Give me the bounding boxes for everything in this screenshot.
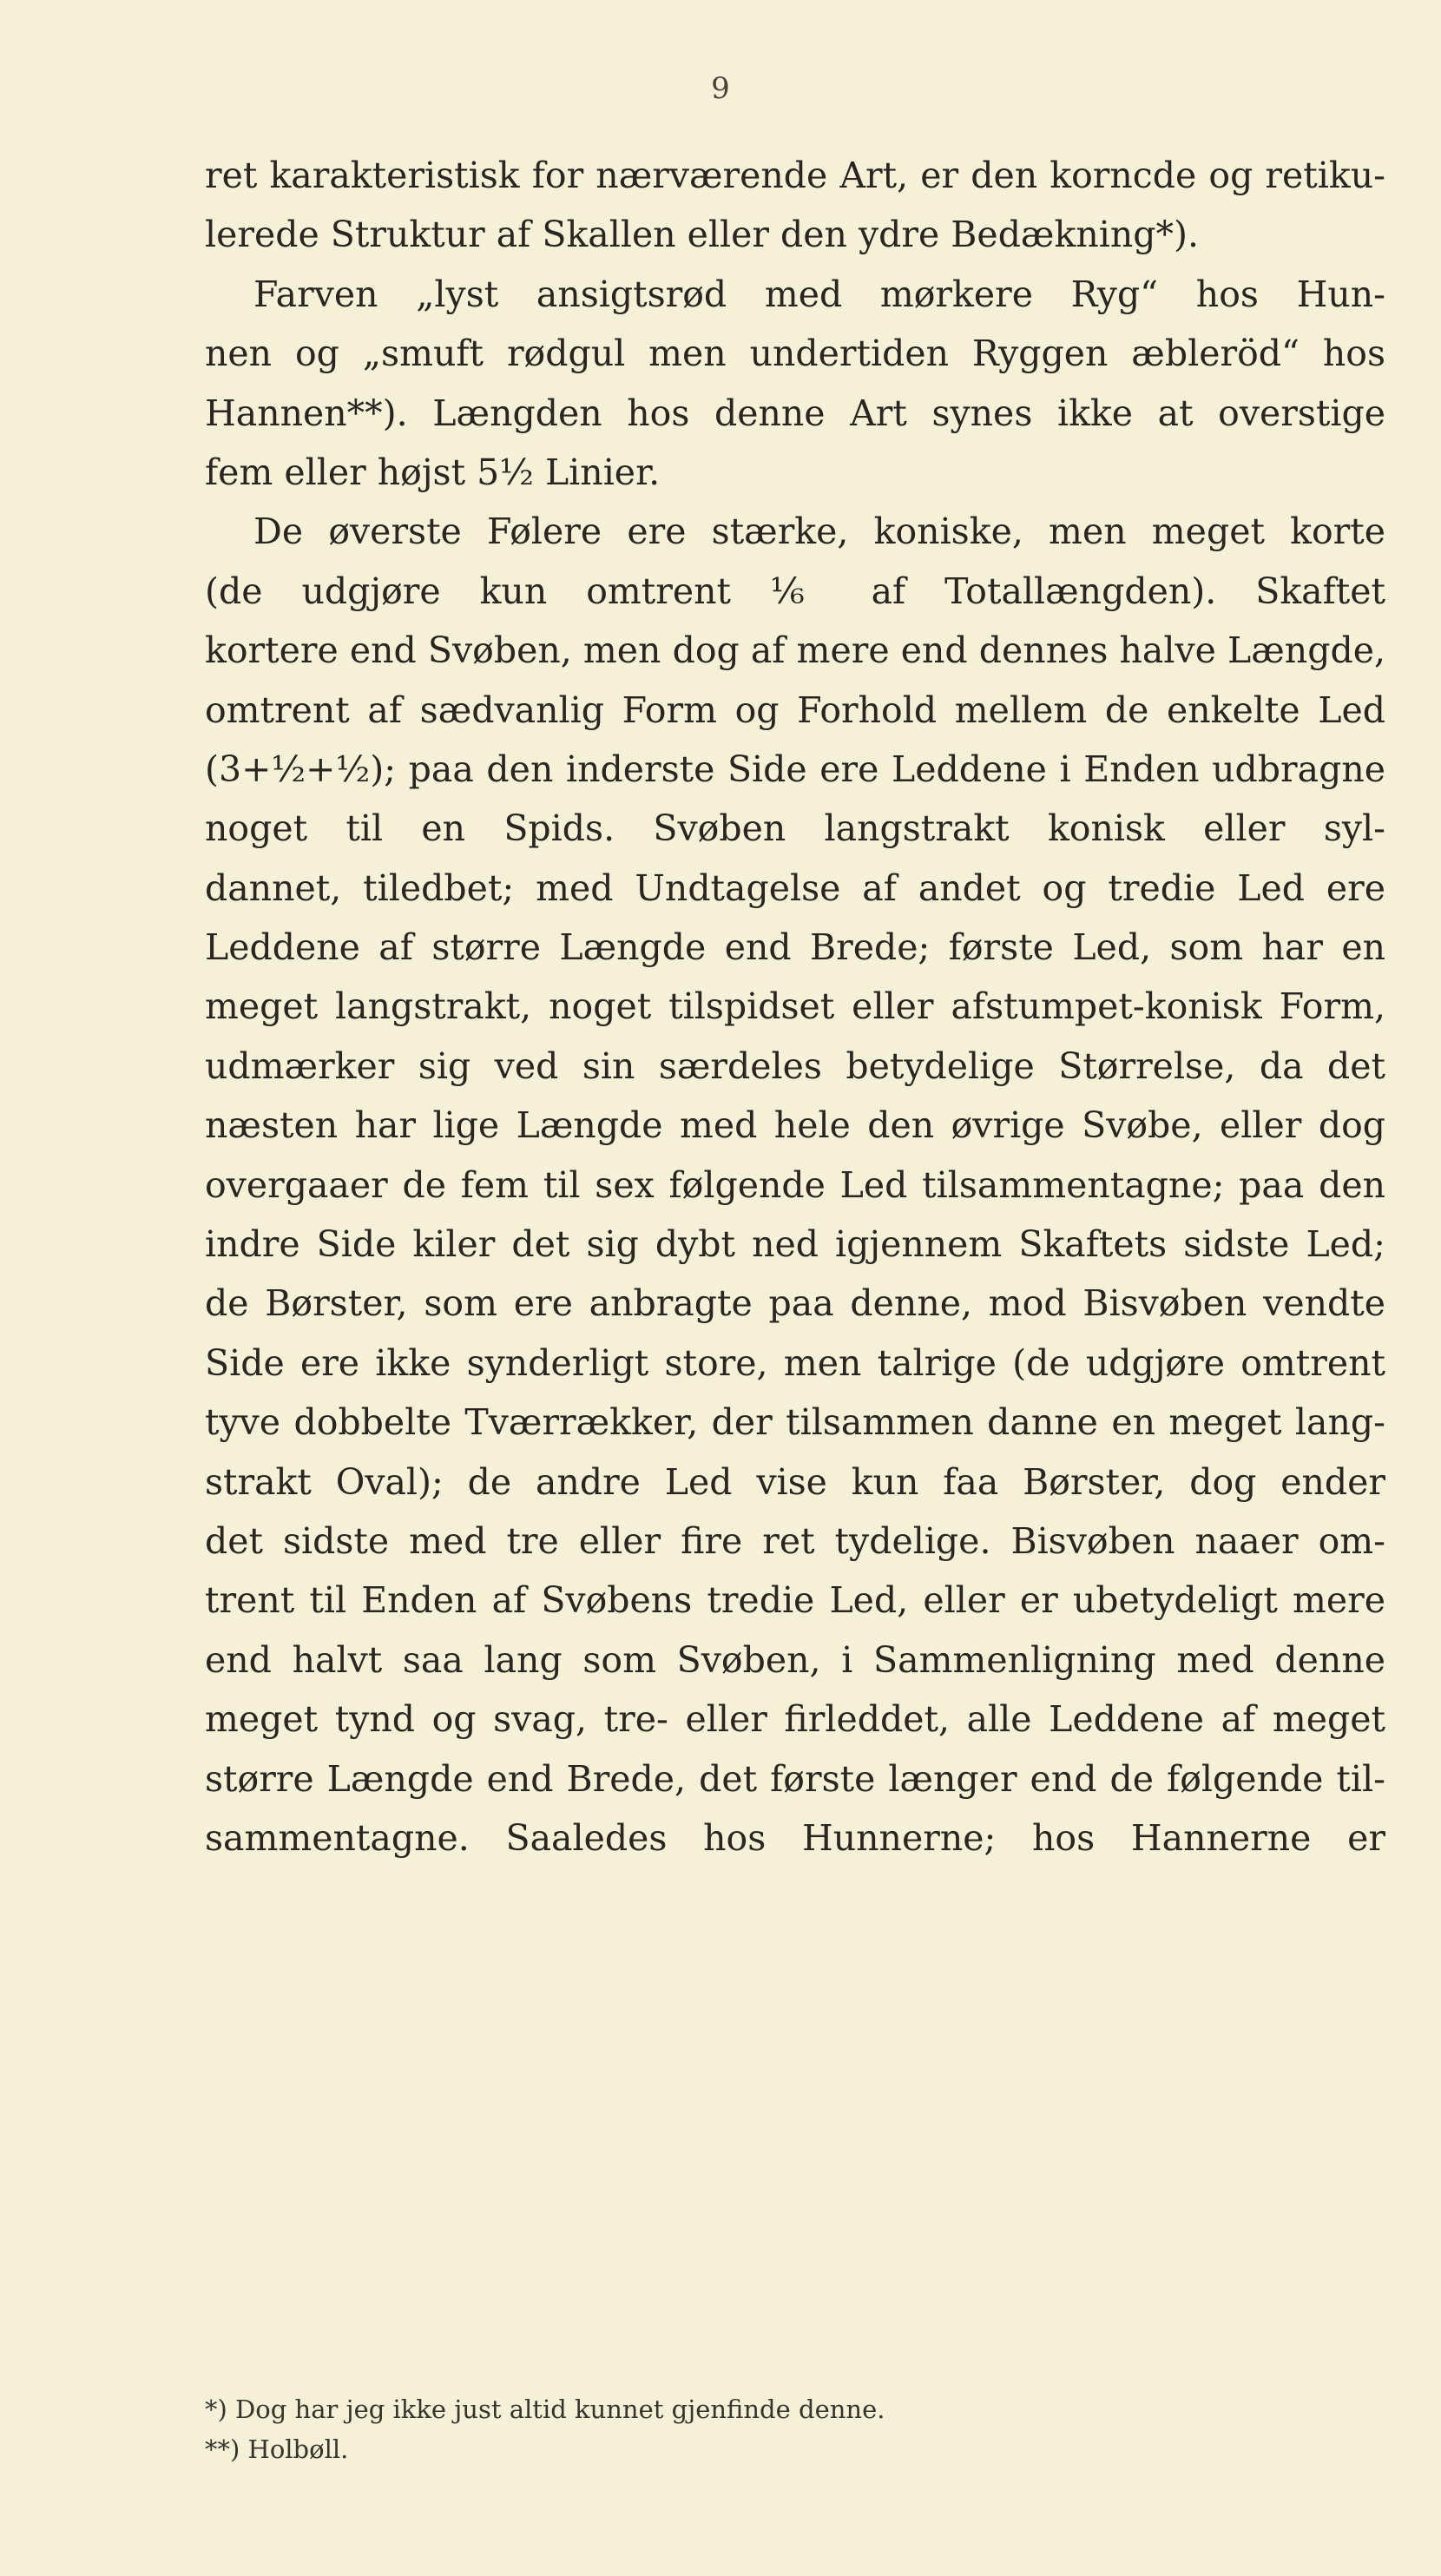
text-line: Side ere ikke synderligt store, men talrige (de udgjøre omtrent	[205, 1341, 1385, 1384]
footnote: **) Holbøll.	[205, 2434, 349, 2464]
text-line: de Børster, som ere anbragte paa denne, mod Bisvøben vendte	[205, 1282, 1385, 1325]
text-line: sammentagne. Saaledes hos Hunnerne; hos Hannerne er	[205, 1816, 1385, 1859]
footnotes	[205, 2389, 1385, 2469]
text-line: Hannen**). Længden hos denne Art synes ikke at overstige	[205, 392, 1385, 434]
text-line: meget langstrakt, noget tilspidset eller afstumpet-konisk Form,	[205, 985, 1385, 1028]
text-line: næsten har lige Længde med hele den øvrige Svøbe, eller dog	[205, 1104, 1385, 1147]
text-line: fem eller højst 5½ Linier.	[205, 451, 661, 493]
text-line: omtrent af sædvanlig Form og Forhold mellem de enkelte Led	[205, 688, 1385, 731]
text-line: De øverste Følere ere stærke, koniske, men meget korte	[253, 511, 1385, 553]
text-line: udmærker sig ved sin særdeles betydelige Størrelse, da det	[205, 1044, 1385, 1087]
text-line: ret karakteristisk for nærværende Art, er den korncde og retiku-	[205, 155, 1385, 196]
text-line: nen og „smuft rødgul men undertiden Ryggen æbleröd“ hos	[205, 333, 1385, 375]
text-line: end halvt saa lang som Svøben, i Sammenligning med denne	[205, 1638, 1385, 1681]
text-line: (3+½+½); paa den inderste Side ere Leddene i Enden udbragne	[205, 748, 1385, 790]
body-text	[205, 146, 1385, 1868]
text-line: indre Side kiler det sig dybt ned igjennem Skaftets sidste Led;	[205, 1223, 1385, 1266]
text-line: (de udgjøre kun omtrent ⅙ af Totallængden). Skaftet	[205, 570, 1385, 612]
text-line: meget tynd og svag, tre- eller firleddet, alle Leddene af meget	[205, 1698, 1385, 1741]
text-line: dannet, tiledbet; med Undtagelse af andet og tredie Led ere	[205, 866, 1385, 909]
text-line: tyve dobbelte Tværrækker, der tilsammen danne en meget lang-	[205, 1401, 1385, 1444]
text-line: lerede Struktur af Skallen eller den ydre Bedækning*).	[205, 214, 1200, 256]
page-number: 9	[711, 71, 730, 106]
text-line: Leddene af større Længde end Brede; første Led, som har en	[205, 926, 1385, 969]
text-line: det sidste med tre eller fire ret tydelige. Bisvøben naaer om-	[205, 1519, 1385, 1562]
text-line: kortere end Svøben, men dog af mere end dennes halve Længde,	[205, 629, 1385, 672]
text-line: Farven „lyst ansigtsrød med mørkere Ryg“ hos Hun-	[253, 273, 1385, 315]
text-line: trent til Enden af Svøbens tredie Led, eller er ubetydeligt mere	[205, 1579, 1385, 1622]
text-line: strakt Oval); de andre Led vise kun faa Børster, dog ender	[205, 1460, 1385, 1503]
footnote: *) Dog har jeg ikke just altid kunnet gjenfinde denne.	[205, 2395, 885, 2424]
text-line: større Længde end Brede, det første længer end de følgende til-	[205, 1757, 1385, 1800]
text-line: noget til en Spids. Svøben langstrakt konisk eller syl-	[205, 807, 1385, 850]
text-line: overgaaer de fem til sex følgende Led tilsammentagne; paa den	[205, 1163, 1385, 1206]
